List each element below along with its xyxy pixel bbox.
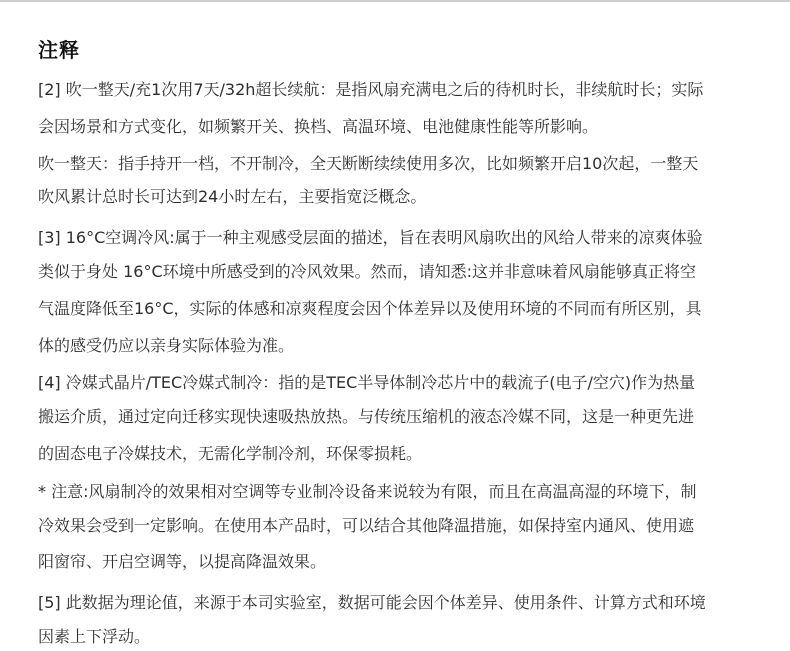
caution-line-2: 冷效果会受到一定影响。在使用本产品时，可以结合其他降温措施，如保持室内通风、使用遮 [38,516,695,535]
note-2b-line-2: 吹风累计总时长可达到24小时左右，主要指宽泛概念。 [38,187,427,206]
top-divider [0,0,790,2]
note-2-line-2: 会因场景和方式变化，如频繁开关、换档、高温环境、电池健康性能等所影响。 [38,117,599,136]
note-3-line-1: [3] 16°C空调冷风:属于一种主观感受层面的描述，旨在表明风扇吹出的风给人带来的凉爽体验 [38,228,703,247]
note-2-line-1: [2] 吹一整天/充1次用7天/32h超长续航：是指风扇充满电之后的待机时长，非续航时长；实际 [38,80,704,99]
note-5-line-2: 因素上下浮动。 [38,627,151,646]
note-2b-line-1: 吹一整天：指手持开一档，不开制冷，全天断断续续使用多次，比如频繁开启10次起，一整天 [38,154,699,173]
note-3-line-4: 体的感受仍应以亲身实际体验为准。 [38,336,295,355]
note-5-line-1: [5] 此数据为理论值，来源于本司实验室，数据可能会因个体差异、使用条件、计算方式和环境 [38,593,706,612]
page-title: 注释 [38,38,80,62]
caution-line-1: * 注意:风扇制冷的效果相对空调等专业制冷设备来说较为有限，而且在高温高湿的环境下，制 [38,482,697,501]
note-3-line-3: 气温度降低至16°C，实际的体感和凉爽程度会因个体差异以及使用环境的不同而有所区别，具 [38,299,702,318]
note-4-line-1: [4] 冷媒式晶片/TEC冷媒式制冷：指的是TEC半导体制冷芯片中的载流子(电子/空穴)作为热量 [38,373,696,392]
note-4-line-2: 搬运介质，通过定向迁移实现快速吸热放热。与传统压缩机的液态冷媒不同，这是一种更先进 [38,407,695,426]
note-4-line-3: 的固态电子冷媒技术，无需化学制冷剂，环保零损耗。 [38,444,423,463]
note-3-line-2: 类似于身处 16°C环境中所感受到的冷风效果。然而，请知悉:这并非意味着风扇能够真正将空 [38,262,697,281]
caution-line-3: 阳窗帘、开启空调等，以提高降温效果。 [38,552,327,571]
